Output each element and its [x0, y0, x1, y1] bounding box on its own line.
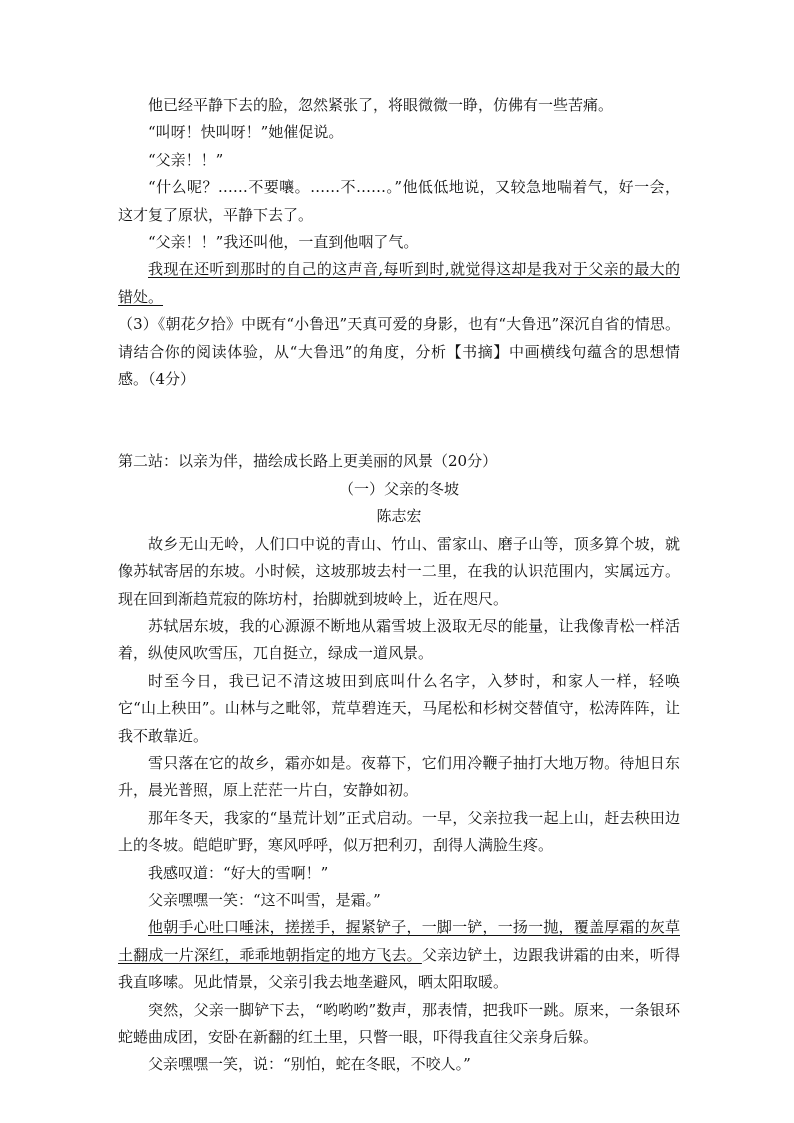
paragraph: 父亲嘿嘿一笑，说：“别怕，蛇在冬眠，不咬人。” — [148, 1055, 471, 1074]
paragraph: “什么呢？……不要嚷。……不……。”他低低地说，又较急地喘着气，好一会，这才复了原状，平静下去了。 — [118, 178, 680, 224]
paragraph: 他已经平静下去的脸，忽然紧张了，将眼微微一睁，仿佛有一些苦痛。 — [148, 96, 614, 114]
paragraph: 故乡无山无岭，人们口中说的青山、竹山、雷家山、磨子山等，顶多算个坡，就像苏轼寄居的东坡。小时候，这坡那坡去村一二里，在我的认识范围内，实属远方。现在回到渐趋荒寂的陈坊村，抬脚就到坡岭上，近在咫尺。 — [118, 534, 680, 608]
paragraph: 雪只落在它的故乡，霜亦如是。夜幕下，它们用冷鞭子抽打大地万物。待旭日东升，晨光普照，原上茫茫一片白，安静如初。 — [118, 753, 680, 800]
document-page — [118, 92, 680, 1079]
paragraph: “叫呀！快叫呀！”她催促说。 — [148, 123, 344, 142]
paragraph: 我感叹道：“好大的雪啊！” — [148, 863, 329, 882]
paragraph: 父亲嘿嘿一笑：“这不叫雪，是霜。” — [148, 890, 381, 909]
underlined-sentence: 他朝手心吐口唾沫，搓搓手，握紧铲子，一脚一铲，一扬一抛，覆盖厚霜的灰草土翻成一片深红，乖乖地朝指定的地方飞去。 — [118, 918, 680, 964]
section-gap — [118, 393, 680, 448]
article-title: （一）父亲的冬坡 — [338, 479, 459, 498]
paragraph: 时至今日，我已记不清这坡田到底叫什么名字，入梦时，和家人一样，轻唤它“山上秧田”。山林与之毗邻，荒草碧连天，马尾松和杉树交替值守，松涛阵阵，让我不敢靠近。 — [118, 671, 680, 745]
article-author: 陈志宏 — [376, 507, 422, 526]
paragraph: “父亲！！” — [148, 150, 224, 169]
section-heading: 第二站：以亲为伴，描绘成长路上更美丽的风景（20分） — [118, 452, 498, 471]
paragraph: “父亲！！”我还叫他，一直到他咽了气。 — [148, 233, 419, 252]
paragraph: 那年冬天，我家的“垦荒计划”正式启动。一早，父亲拉我一起上山，赶去秧田边上的冬坡。皑皑旷野，寒风呼呼，似万把利刃，刮得人满脸生疼。 — [118, 808, 680, 855]
paragraph-continuation: 父亲边铲土，边跟我讲霜的由来，听得我直哆嗦。见此情景，父亲引我去地垄避风，晒太阳取暖。 — [118, 945, 680, 992]
paragraph: 苏轼居东坡，我的心源源不断地从霜雪坡上汲取无尽的能量，让我像青松一样活着，纵使风吹雪压，兀自挺立，绿成一道风景。 — [118, 616, 680, 663]
underlined-sentence: 我现在还听到那时的自己的这声音,每听到时,就觉得这却是我对于父亲的最大的错处。 — [118, 260, 680, 306]
question-3: （3）《朝花夕拾》中既有“小鲁迅”天真可爱的身影，也有“大鲁迅”深沉自省的情思。请结合你的阅读体验，从“大鲁迅”的角度，分析【书摘】中画横线句蕴含的思想情感。（4分） — [118, 315, 680, 389]
paragraph-with-underline — [118, 914, 680, 996]
paragraph: 突然，父亲一脚铲下去，“哟哟哟”数声，那表情，把我吓一跳。原来，一条银环蛇蜷曲成团，安卧在新翻的红土里，只瞥一眼，吓得我直往父亲身后躲。 — [118, 1000, 680, 1046]
